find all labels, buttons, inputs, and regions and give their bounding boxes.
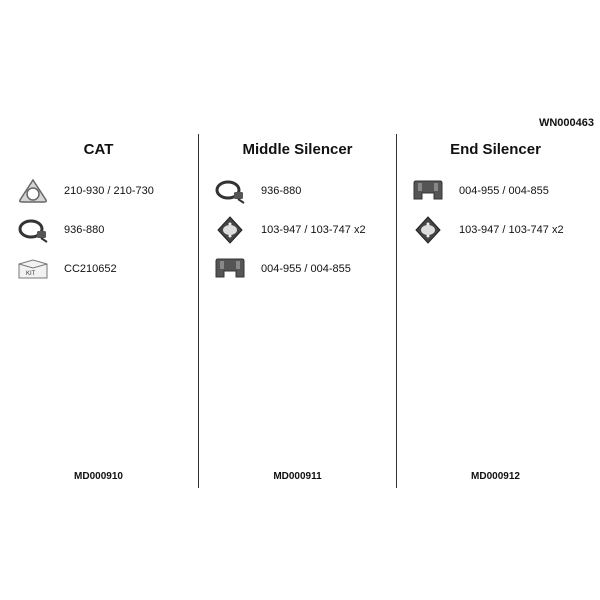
- item-label: 936-880: [64, 224, 105, 236]
- list-item: [199, 254, 396, 284]
- item-label: 004-955 / 004-855: [459, 185, 549, 197]
- fitting-kit-icon: [16, 255, 50, 283]
- item-label: 103-947 / 103-747 x2: [261, 224, 366, 236]
- clamp-icon: [16, 216, 50, 244]
- column-footer: MD000910: [74, 471, 123, 482]
- column-title: End Silencer: [450, 141, 541, 158]
- column-title: Middle Silencer: [242, 141, 353, 158]
- pipe-clamp-icon: [213, 255, 247, 283]
- item-label: 103-947 / 103-747 x2: [459, 224, 564, 236]
- list-item: [0, 215, 197, 245]
- flange-gasket-icon: [16, 177, 50, 205]
- rubber-mount-icon: [411, 216, 445, 244]
- list-item: [397, 215, 594, 245]
- column-middle-silencer: [198, 134, 396, 488]
- column-end-silencer: [396, 134, 594, 488]
- reference-code: WN000463: [538, 117, 594, 129]
- item-label: 004-955 / 004-855: [261, 263, 351, 275]
- list-item: [199, 176, 396, 206]
- item-label: 936-880: [261, 185, 302, 197]
- svg-text:KIT: KIT: [26, 271, 36, 277]
- clamp-icon: [213, 177, 247, 205]
- list-item: [199, 215, 396, 245]
- list-item: [0, 254, 197, 284]
- column-footer: MD000911: [273, 471, 322, 482]
- item-label: CC210652: [64, 263, 117, 275]
- pipe-clamp-icon: [411, 177, 445, 205]
- rubber-mount-icon: [213, 216, 247, 244]
- column-title: CAT: [83, 141, 114, 158]
- item-label: 210-930 / 210-730: [64, 185, 154, 197]
- column-cat: [0, 134, 197, 488]
- list-item: [397, 176, 594, 206]
- list-item: [0, 176, 197, 206]
- column-footer: MD000912: [471, 471, 520, 482]
